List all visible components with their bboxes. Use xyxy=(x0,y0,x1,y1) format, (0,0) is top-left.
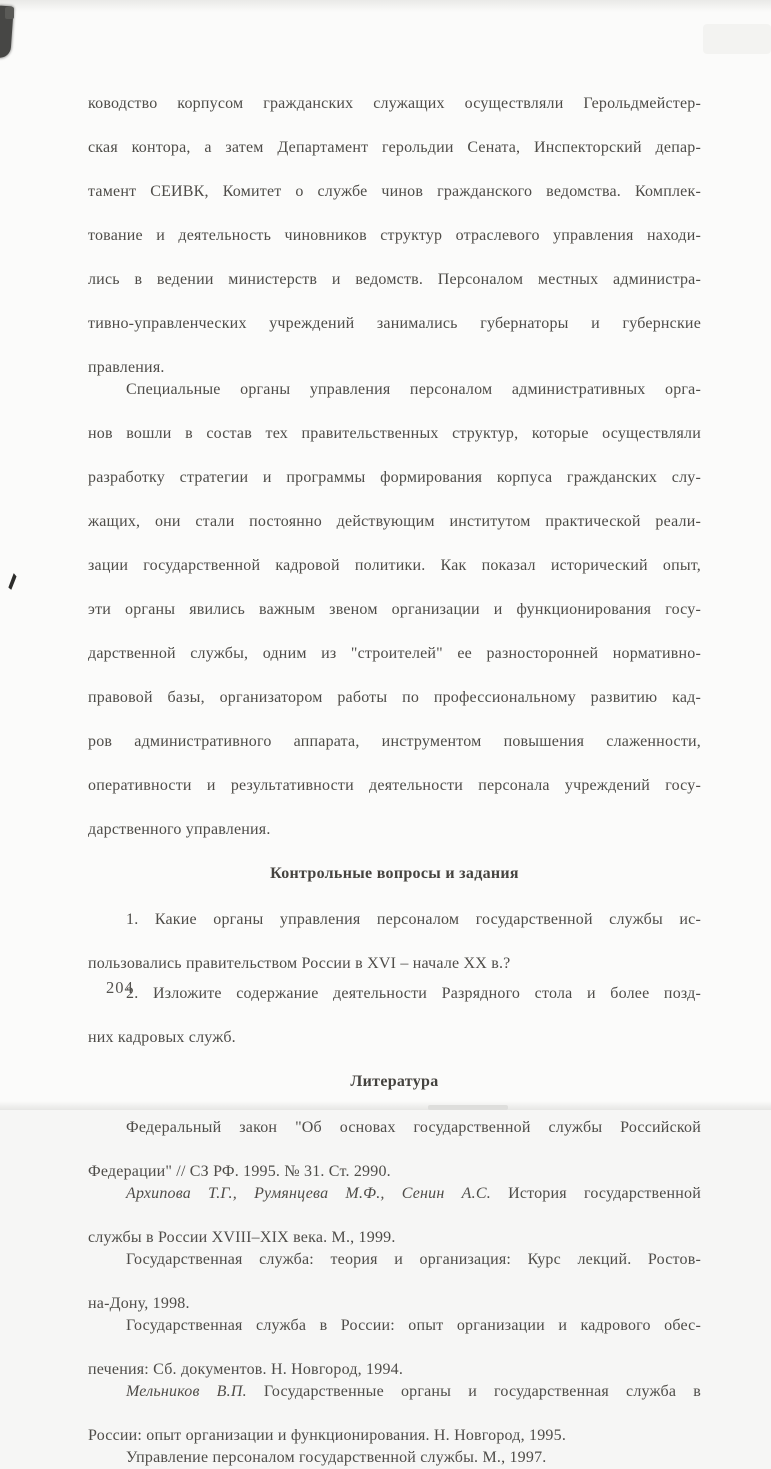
bib-line: Управление персоналом государственной службы. М., 1997. xyxy=(126,1449,547,1466)
bib-line: Федеральный закон "Об основах государственной службы Российской xyxy=(126,1119,701,1136)
bib-line: печения: Сб. документов. Н. Новгород, 1994. xyxy=(88,1361,404,1378)
text-line: правовой базы, организатором работы по профессиональному развитию кад- xyxy=(88,689,701,706)
scan-corner-artifact-small xyxy=(5,7,14,19)
bibliography-entry xyxy=(88,1249,701,1315)
text-line: Специальные органы управления персоналом административных орга- xyxy=(126,381,701,398)
question-2 xyxy=(88,983,701,1049)
bib-line xyxy=(88,1381,701,1425)
text-line: пользовались правительством России в XVI – начале XX в.? xyxy=(88,955,511,972)
scan-edge-top xyxy=(0,0,771,12)
bib-authors: Мельников В.П. xyxy=(126,1383,247,1400)
text-line: нов вошли в состав тех правительственных структур, которые осуществляли xyxy=(88,425,701,442)
text-line: жащих, они стали постоянно действующим институтом практической реали- xyxy=(88,513,701,530)
text-line: эти органы явились важным звеном организации и функционирования госу- xyxy=(88,601,701,618)
bib-line: Государственная служба: теория и организация: Курс лекций. Ростов- xyxy=(126,1251,701,1268)
bib-line: Федерации" // СЗ РФ. 1995. № 31. Ст. 2990. xyxy=(88,1163,391,1180)
bibliography xyxy=(88,1117,701,1469)
section-heading-literature: Литература xyxy=(350,1073,439,1090)
text-line: зации государственной кадровой политики. Как показал исторический опыт, xyxy=(88,557,701,574)
bib-line: службы в России XVIII–XIX века. М., 1999. xyxy=(88,1229,396,1246)
bib-authors: Архипова Т.Г., Румянцева М.Ф., Сенин А.С. xyxy=(126,1185,491,1202)
ink-mark xyxy=(8,573,17,591)
section-heading-questions: Контрольные вопросы и задания xyxy=(270,865,519,882)
paragraph-2 xyxy=(88,379,701,841)
page-number: 204 xyxy=(106,978,134,997)
text-block xyxy=(88,93,701,1469)
bib-line: Государственная служба в России: опыт организации и кадрового обес- xyxy=(126,1317,701,1334)
text-line: оперативности и результативности деятельности персонала учреждений госу- xyxy=(88,777,701,794)
scan-shade-top-right xyxy=(703,24,771,54)
bib-title: Государственные органы и государственная служба в xyxy=(263,1383,701,1400)
text-line: тамент СЕИВК, Комитет о службе чинов гражданского ведомства. Комплек- xyxy=(88,183,701,200)
text-line: ров административного аппарата, инструментом повышения слаженности, xyxy=(88,733,701,750)
text-line: дарственного управления. xyxy=(88,821,271,838)
text-line: тивно-управленческих учреждений занимались губернаторы и губернские xyxy=(88,315,701,332)
bib-line: на-Дону, 1998. xyxy=(88,1295,190,1312)
text-line: дарственной службы, одним из "строителей" ее разносторонней нормативно- xyxy=(88,645,701,662)
text-line: них кадровых служб. xyxy=(88,1029,236,1046)
text-line: ская контора, а затем Департамент герольдии Сената, Инспекторский депар- xyxy=(88,139,701,156)
text-line: лись в ведении министерств и ведомств. Персоналом местных администра- xyxy=(88,271,701,288)
bibliography-entry xyxy=(88,1183,701,1249)
text-line: 1. Какие органы управления персоналом государственной службы ис- xyxy=(126,911,701,928)
question-1 xyxy=(88,909,701,975)
bibliography-entry xyxy=(88,1315,701,1381)
text-line: 2. Изложите содержание деятельности Разрядного стола и более позд- xyxy=(126,985,701,1002)
text-line: разработку стратегии и программы формирования корпуса гражданских слу- xyxy=(88,469,701,486)
bibliography-entry xyxy=(88,1447,701,1469)
text-line: ководство корпусом гражданских служащих осуществляли Герольдмейстер- xyxy=(88,95,701,112)
text-line: правления. xyxy=(88,359,165,376)
text-line: тование и деятельность чиновников структур отраслевого управления находи- xyxy=(88,227,701,244)
paragraph-1 xyxy=(88,93,701,379)
bibliography-entry xyxy=(88,1381,701,1447)
bib-line: России: опыт организации и функционирования. Н. Новгород, 1995. xyxy=(88,1427,567,1444)
bib-line xyxy=(88,1183,701,1227)
bibliography-entry xyxy=(88,1117,701,1183)
bib-title: История государственной xyxy=(508,1185,701,1202)
